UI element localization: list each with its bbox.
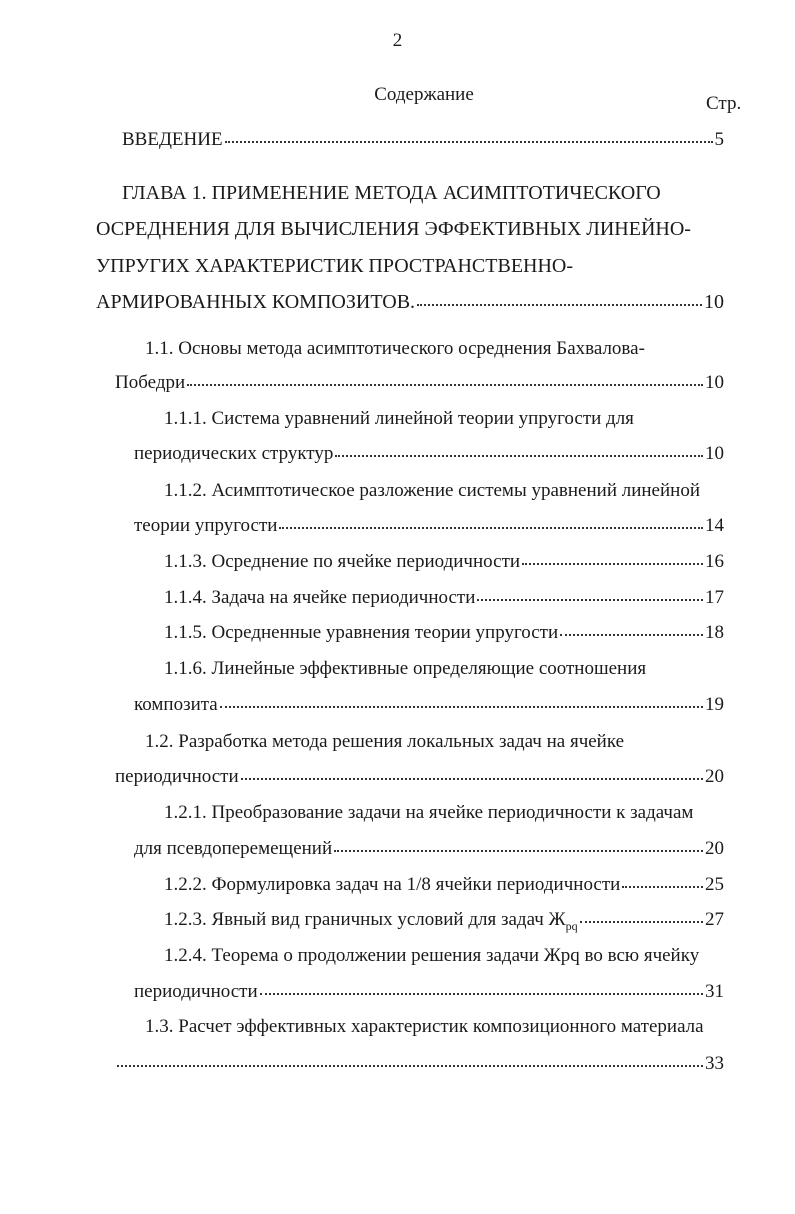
toc-entry-text: теории упругости — [134, 515, 278, 536]
dot-leader — [580, 920, 703, 923]
toc-section-1-1-5[interactable] — [164, 622, 724, 644]
toc-entry-introduction[interactable] — [122, 129, 724, 151]
dot-leader — [279, 526, 703, 529]
dot-leader — [622, 885, 703, 888]
toc-section-1-1-1-last-line[interactable] — [134, 443, 724, 465]
toc-section-1-1-6-last-line[interactable] — [134, 694, 724, 716]
toc-entry-page: 16 — [705, 551, 724, 572]
toc-section-1-1-2-line-1[interactable]: 1.1.2. Асимптотическое разложение системы уравнений линейной — [164, 480, 700, 501]
toc-section-1-1-last-line[interactable] — [115, 372, 724, 394]
toc-entry-text: периодических структур — [134, 443, 334, 464]
toc-entry-text: 1.1.4. Задача на ячейке периодичности — [164, 587, 476, 608]
toc-section-1-1-6-line-1[interactable]: 1.1.6. Линейные эффективные определяющие соотношения — [164, 658, 647, 679]
toc-section-1-1-2-last-line[interactable] — [134, 515, 724, 537]
toc-entry-page: 20 — [705, 838, 724, 859]
toc-entry-text: 1.1.5. Осредненные уравнения теории упругости — [164, 622, 559, 643]
toc-chapter-1-line-3[interactable]: УПРУГИХ ХАРАКТЕРИСТИК ПРОСТРАНСТВЕННО- — [96, 255, 574, 277]
toc-section-1-1-line-1[interactable]: 1.1. Основы метода асимптотического осреднения Бахвалова- — [145, 338, 645, 359]
toc-entry-page: 18 — [705, 622, 724, 643]
toc-entry-page: 5 — [714, 129, 724, 150]
toc-section-1-3-line-1[interactable]: 1.3. Расчет эффективных характеристик композиционного материала — [145, 1016, 704, 1037]
toc-entry-text: периодичности — [134, 981, 258, 1002]
dot-leader — [560, 633, 703, 636]
toc-entry-text: АРМИРОВАННЫХ КОМПОЗИТОВ. — [96, 291, 416, 313]
toc-entry-page: 20 — [705, 766, 724, 787]
toc-entry-text: ВВЕДЕНИЕ — [122, 129, 223, 150]
toc-entry-page: 25 — [705, 874, 724, 895]
dot-leader — [225, 140, 713, 143]
dot-leader — [241, 777, 703, 780]
toc-entry-text: композита — [134, 694, 218, 715]
page-number: 2 — [392, 30, 403, 51]
toc-title: Содержание — [374, 84, 474, 105]
toc-entry-page: 10 — [704, 291, 724, 313]
toc-chapter-1-last-line[interactable] — [96, 291, 724, 313]
toc-entry-page: 31 — [705, 981, 724, 1002]
dot-leader — [117, 1064, 703, 1067]
toc-entry-text: периодичности — [115, 766, 239, 787]
toc-entry-text: для псевдоперемещений — [134, 838, 333, 859]
toc-entry-page: 33 — [705, 1053, 724, 1074]
toc-section-1-1-4[interactable] — [164, 587, 724, 609]
toc-section-1-2-line-1[interactable]: 1.2. Разработка метода решения локальных задач на ячейке — [145, 731, 625, 752]
dot-leader — [417, 303, 702, 306]
toc-section-1-3-last-line[interactable] — [115, 1053, 724, 1075]
dot-leader — [334, 849, 703, 852]
toc-section-1-2-1-last-line[interactable] — [134, 838, 724, 860]
dot-leader — [335, 454, 703, 457]
toc-entry-text-main: 1.2.3. Явный вид граничных условий для задач Ж — [164, 909, 566, 930]
toc-section-1-2-4-last-line[interactable] — [134, 981, 724, 1003]
toc-entry-page: 14 — [705, 515, 724, 536]
dot-leader — [522, 562, 703, 565]
toc-entry-text: 1.2.2. Формулировка задач на 1/8 ячейки периодичности — [164, 874, 621, 895]
toc-section-1-2-4-line-1[interactable]: 1.2.4. Теорема о продолжении решения задачи Жрq во всю ячейку — [164, 945, 700, 966]
toc-section-1-2-3[interactable] — [164, 909, 724, 937]
toc-entry-page: 19 — [705, 694, 724, 715]
dot-leader — [220, 705, 703, 708]
toc-section-1-2-last-line[interactable] — [115, 766, 724, 788]
toc-chapter-1-line-1[interactable]: ГЛАВА 1. ПРИМЕНЕНИЕ МЕТОДА АСИМПТОТИЧЕСКОГО — [122, 182, 661, 204]
toc-entry-page: 27 — [705, 909, 724, 930]
toc-entry-subscript: pq — [565, 918, 578, 933]
toc-section-1-2-1-line-1[interactable]: 1.2.1. Преобразование задачи на ячейке периодичности к задачам — [164, 802, 694, 823]
dot-leader — [187, 383, 703, 386]
toc-entry-text — [164, 909, 578, 937]
page-column-label: Стр. — [706, 93, 742, 114]
toc-entry-page: 17 — [705, 587, 724, 608]
toc-chapter-1-line-2[interactable]: ОСРЕДНЕНИЯ ДЛЯ ВЫЧИСЛЕНИЯ ЭФФЕКТИВНЫХ ЛИНЕЙНО- — [96, 218, 691, 240]
dot-leader — [260, 992, 703, 995]
toc-section-1-1-3[interactable] — [164, 551, 724, 573]
toc-entry-text: 1.1.3. Осреднение по ячейке периодичности — [164, 551, 521, 572]
toc-entry-text: Победри — [115, 372, 186, 393]
toc-section-1-1-1-line-1[interactable]: 1.1.1. Система уравнений линейной теории упругости для — [164, 408, 634, 429]
toc-section-1-2-2[interactable] — [164, 874, 724, 896]
toc-entry-page: 10 — [705, 372, 724, 393]
dot-leader — [477, 598, 703, 601]
toc-entry-page: 10 — [705, 443, 724, 464]
